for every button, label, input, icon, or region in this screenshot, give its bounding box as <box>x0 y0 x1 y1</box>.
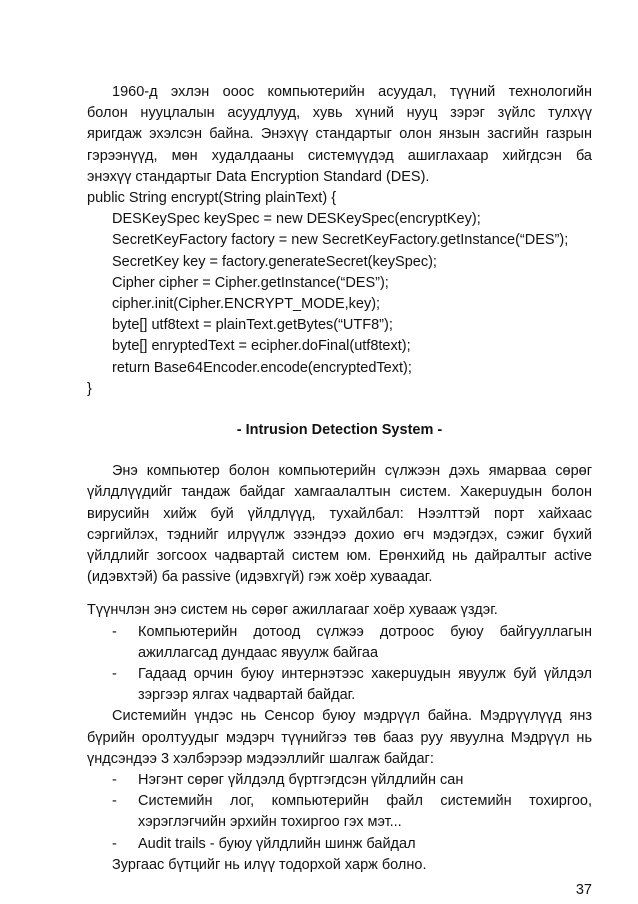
code-line: cipher.init(Cipher.ENCRYPT_MODE,key); <box>112 296 381 312</box>
paragraph-1-line: гэрээнүүд, мөн худалдааны системүүдэд ашиглахаар хийгдсэн ба <box>87 147 592 164</box>
section-heading: - Intrusion Detection System - <box>236 422 443 438</box>
paragraph-4-line: үндсэндээ 3 хэлбэрээр мэдээллийг шалгаж байдаг: <box>87 750 434 767</box>
paragraph-2-line: үйлдлийг зогсоох чадвартай систем юм. Ерөнхийд нь дайралтыг active <box>87 548 592 564</box>
page-number: 37 <box>575 882 592 898</box>
code-line: byte[] utf8text = plainText.getBytes(“UTF8”); <box>112 317 393 334</box>
paragraph-3: Түүнчлэн энэ систем нь сөрөг ажиллагааг хоёр хувааж үздэг. <box>87 602 498 619</box>
paragraph-4-line: бүрийн оролтуудыг мэдэрч түүнийгээ төв бааз руу явуулна Мэдрүүл нь <box>87 729 592 746</box>
code-line: SecretKey key = factory.generateSecret(keySpec); <box>112 253 437 270</box>
list-item-continuation: ажиллагсад дундаас явуулж байгаа <box>138 644 379 661</box>
list-item: - Системийн лог, компьютерийн файл системийн тохиргоо, <box>112 793 592 810</box>
code-line: Cipher cipher = Cipher.getInstance(“DES”); <box>112 274 389 291</box>
paragraph-2-line: вирусийн хийж буй үйлдлүүд, тухайлбал: Нээлттэй порт хайхаас <box>87 505 592 522</box>
paragraph-1-line: 1960-д эхлэн ооос компьютерийн асуудал, түүний технологийн <box>112 84 592 100</box>
code-line: SecretKeyFactory factory = new SecretKeyFactory.getInstance(“DES”); <box>112 232 569 249</box>
code-line: DESKeySpec keySpec = new DESKeySpec(encryptKey); <box>112 211 481 228</box>
closing-line: Зургаас бүтцийг нь илүү тодорхой харж болно. <box>112 856 427 873</box>
paragraph-1-line: яригдаж эхэлсэн байна. Энэхүү стандартыг олон янзын засгийн газрын <box>87 126 592 143</box>
code-line: public String encrypt(String plainText) { <box>87 190 337 206</box>
paragraph-2-line: (идэвхтэй) ба passive (идэвхгүй) гэж хоёр хуваадаг. <box>87 569 433 586</box>
code-line: byte[] enryptedText = ecipher.doFinal(utf8text); <box>112 338 411 355</box>
paragraph-2-line: Энэ компьютер болон компьютерийн сүлжээн дэхь ямарваа сөрөг <box>112 463 592 480</box>
code-line: return Base64Encoder.encode(encryptedText); <box>112 359 412 376</box>
list-item: - Компьютерийн дотоод сүлжээ дотроос буюу байгууллагын <box>112 623 592 640</box>
list-item-continuation: хэрэглэгчийн эрхийн тохиргоо гэх мэт... <box>138 814 402 831</box>
paragraph-2-line: үйлдлүүдийг тандаж байдаг хамгаалалтын систем. Хакерuудын болон <box>87 484 592 501</box>
list-item-continuation: зэргээр ялгах чадвартай байдаг. <box>138 687 356 704</box>
list-item: - Нэгэнт сөрөг үйлдэлд бүртгэгдсэн үйлдлийн сан <box>112 772 464 788</box>
list-item: - Audit trails - буюу үйлдлийн шинж байдал <box>112 835 416 852</box>
paragraph-2-line: сэргийлэх, тэднийг илрүүлж эзэндээ дохио өгч мэдэгдэх, сэжиг бүхий <box>87 526 592 543</box>
paragraph-4-line: Системийн үндэс нь Сенсор буюу мэдрүүл байна. Мэдрүүлүүд янз <box>112 708 592 725</box>
code-line: } <box>87 380 92 397</box>
paragraph-1-line: болон нууцлалын асуудлууд, хувь хүний нууц зэрэг зүйлс тулхүү <box>87 105 592 122</box>
list-item: - Гадаад орчин буюу интернэтээс хакерuудын явуулж буй үйлдэл <box>112 666 592 682</box>
paragraph-1-line: энэхүү стандартыг Data Encryption Standard (DES). <box>87 168 430 185</box>
